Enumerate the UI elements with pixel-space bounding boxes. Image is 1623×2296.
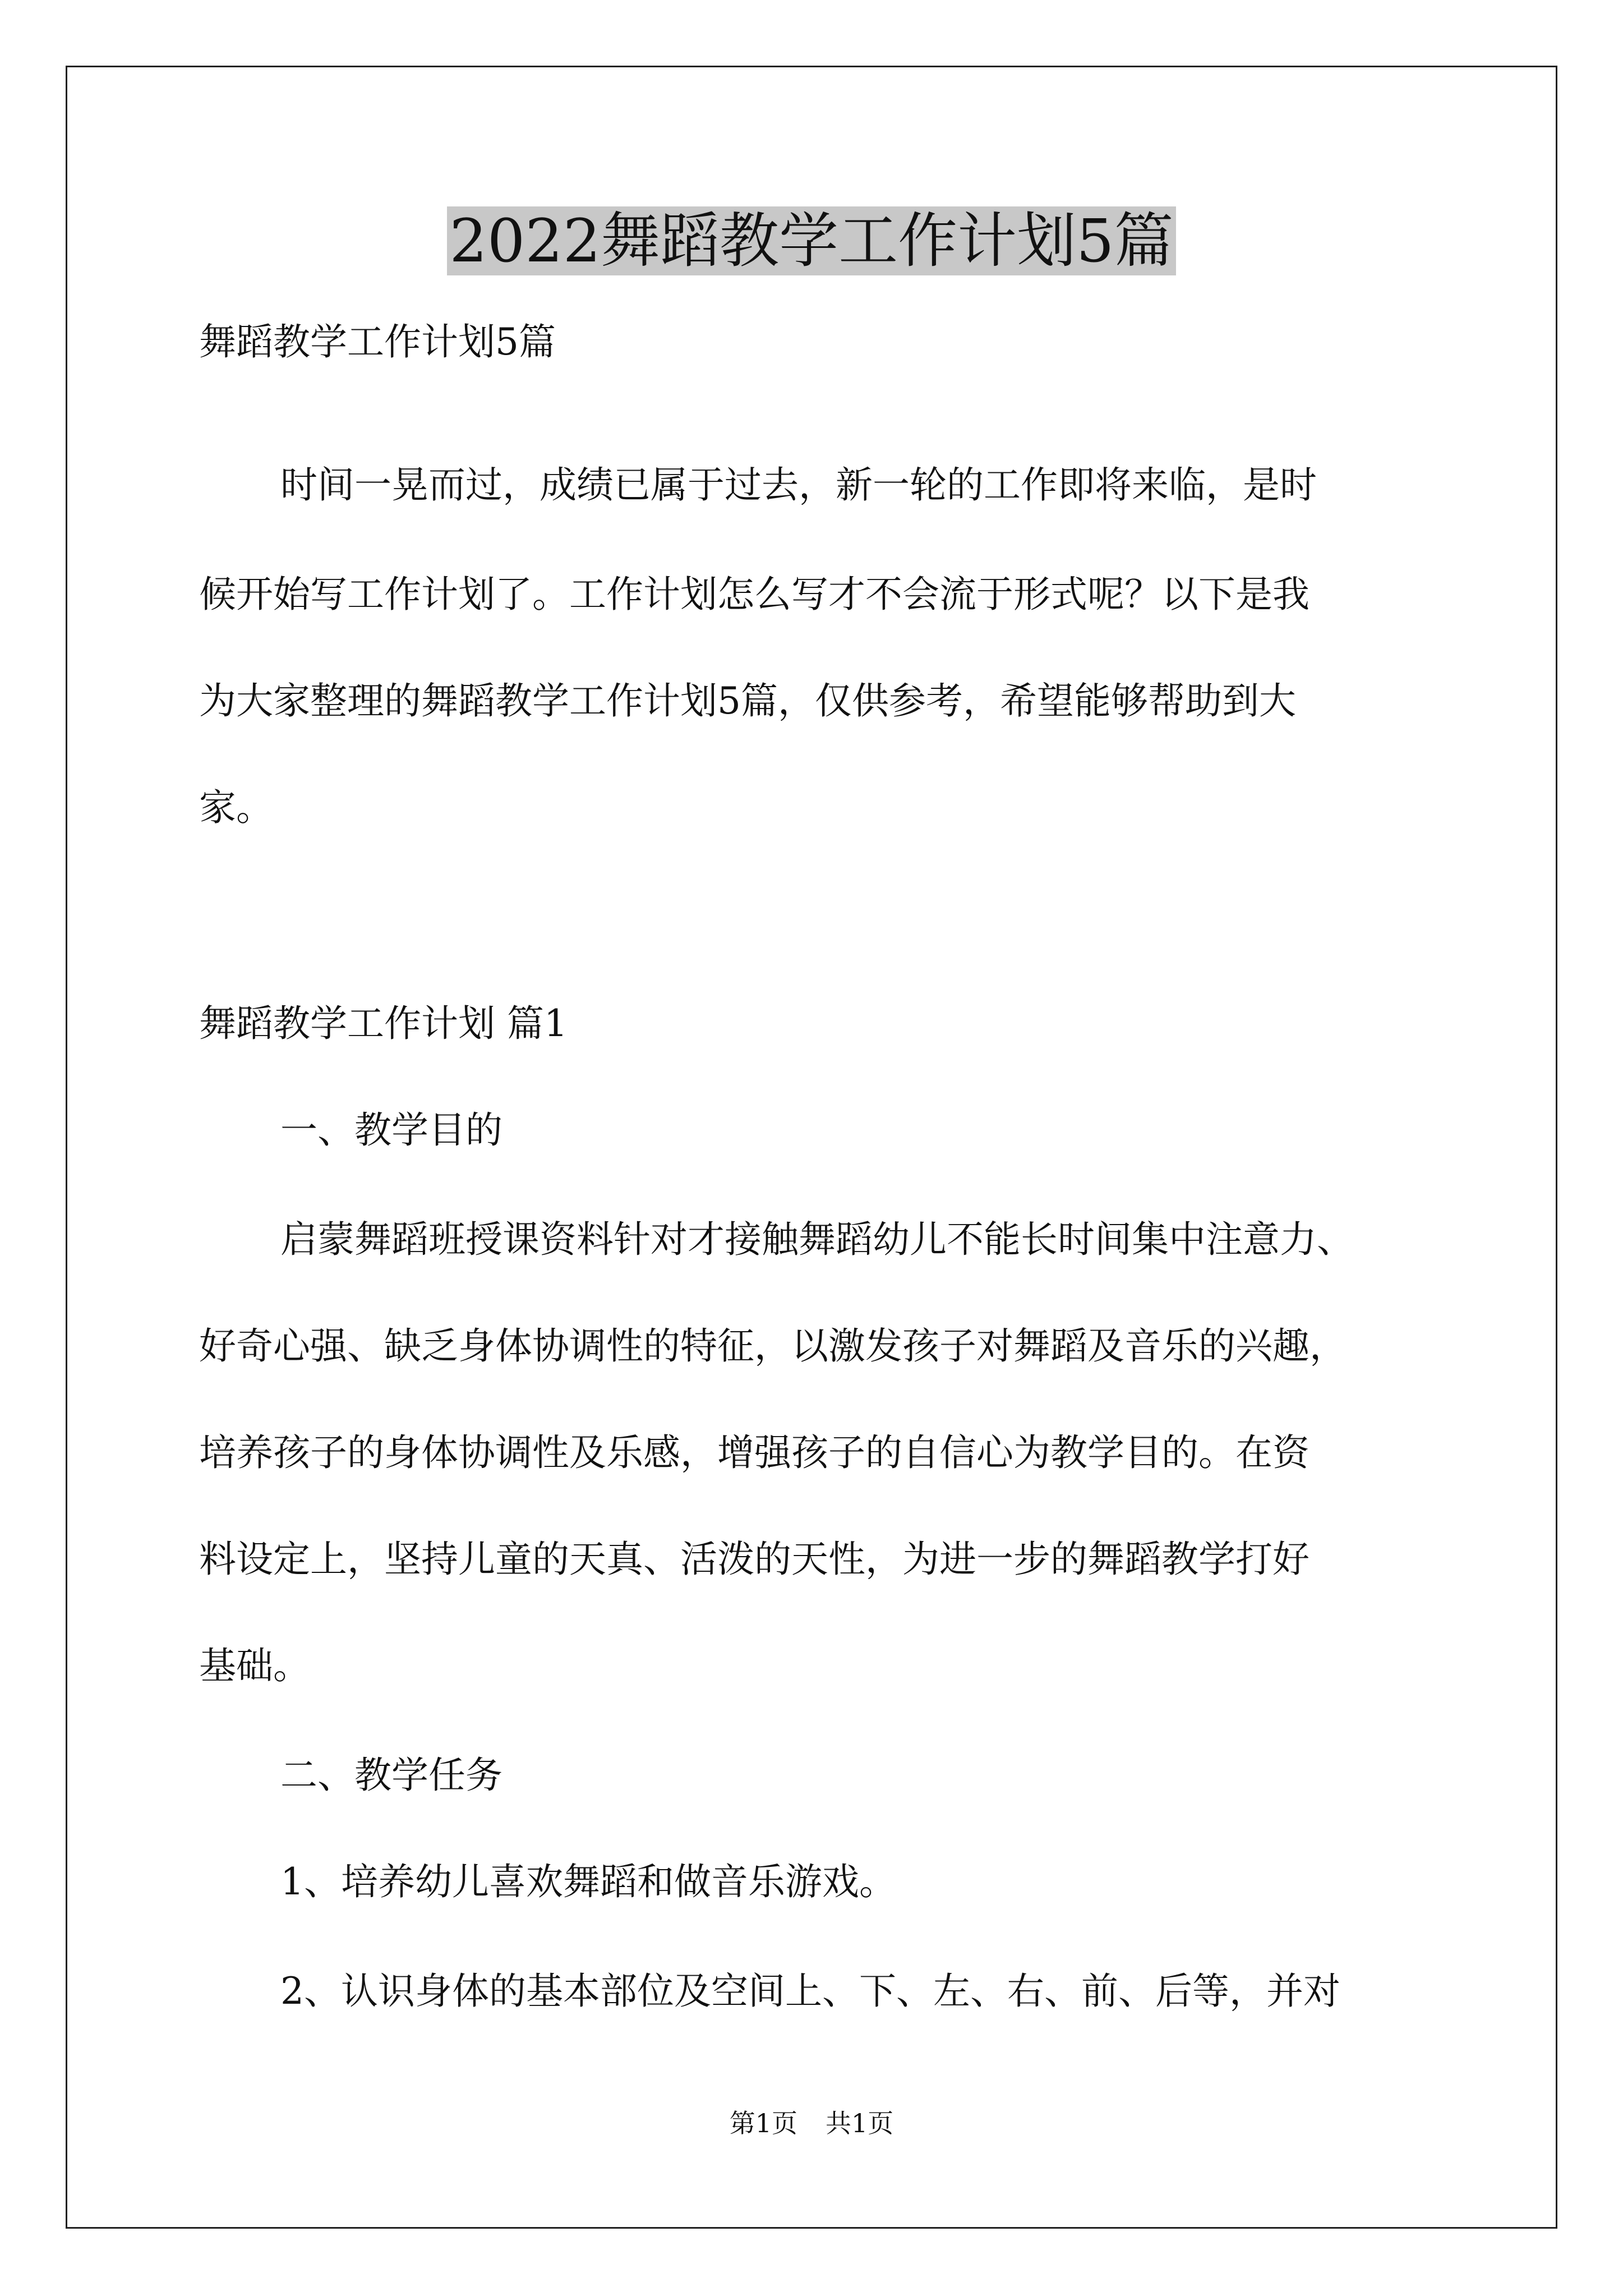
part1-line-2: 好奇心强、缺乏身体协调性的特征，以激发孩子对舞蹈及音乐的兴趣， bbox=[199, 1324, 1347, 1368]
intro-line-4: 家。 bbox=[199, 786, 273, 829]
page-total: 共1页 bbox=[826, 2108, 894, 2138]
page-footer bbox=[0, 2106, 1623, 2140]
part1-heading: 一、教学目的 bbox=[280, 1108, 502, 1152]
intro-line-3: 为大家整理的舞蹈教学工作计划5篇，仅供参考，希望能够帮助到大 bbox=[199, 679, 1296, 723]
intro-line-2: 候开始写工作计划了。工作计划怎么写才不会流于形式呢？以下是我 bbox=[199, 573, 1310, 616]
page-number: 第1页 bbox=[729, 2108, 797, 2138]
part1-line-4: 料设定上，坚持儿童的天真、活泼的天性，为进一步的舞蹈教学打好 bbox=[199, 1538, 1310, 1581]
part1-line-5: 基础。 bbox=[199, 1644, 310, 1687]
document-subtitle: 舞蹈教学工作计划5篇 bbox=[199, 320, 556, 364]
part1-line-3: 培养孩子的身体协调性及乐感，增强孩子的自信心为教学目的。在资 bbox=[199, 1431, 1310, 1474]
part2-heading: 二、教学任务 bbox=[280, 1754, 502, 1797]
task-1: 1、培养幼儿喜欢舞蹈和做音乐游戏。 bbox=[280, 1860, 896, 1903]
section-heading: 舞蹈教学工作计划 篇1 bbox=[199, 1002, 568, 1045]
intro-line-1: 时间一晃而过，成绩已属于过去，新一轮的工作即将来临，是时 bbox=[280, 463, 1317, 507]
document-title bbox=[0, 202, 1623, 280]
document-title-text: 2022舞蹈教学工作计划5篇 bbox=[447, 206, 1175, 275]
part1-line-1: 启蒙舞蹈班授课资料针对才接触舞蹈幼儿不能长时间集中注意力、 bbox=[280, 1218, 1354, 1261]
task-2: 2、认识身体的基本部位及空间上、下、左、右、前、后等，并对 bbox=[280, 1970, 1340, 2013]
